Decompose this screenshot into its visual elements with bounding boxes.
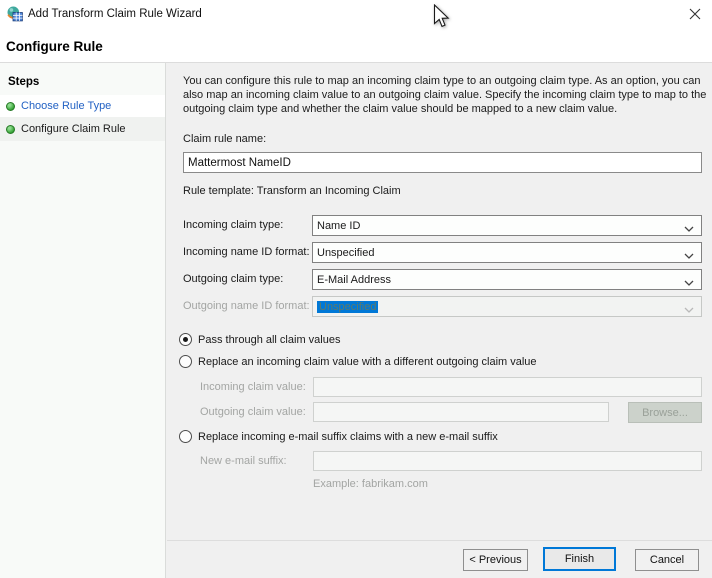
cancel-button[interactable]: Cancel bbox=[635, 549, 699, 571]
combo-value: E-Mail Address bbox=[317, 273, 391, 286]
radio-label[interactable]: Replace incoming e-mail suffix claims with a new e-mail suffix bbox=[198, 430, 498, 443]
radio-pass-through[interactable] bbox=[179, 333, 192, 346]
footer-separator bbox=[167, 540, 712, 541]
outgoing-claim-value-label: Outgoing claim value: bbox=[200, 406, 306, 418]
radio-label[interactable]: Replace an incoming claim value with a different outgoing claim value bbox=[198, 355, 537, 368]
suffix-example-text: Example: fabrikam.com bbox=[313, 478, 428, 490]
step-done-dot-icon bbox=[6, 102, 15, 111]
chevron-down-icon bbox=[684, 304, 694, 316]
chevron-down-icon bbox=[684, 250, 694, 262]
radio-replace-suffix[interactable] bbox=[179, 430, 192, 443]
mouse-arrow-cursor bbox=[433, 4, 451, 30]
outgoing-claim-value-input bbox=[313, 402, 609, 422]
option-pass-through[interactable] bbox=[179, 333, 340, 346]
previous-button[interactable]: < Previous bbox=[463, 549, 528, 571]
step-label: Choose Rule Type bbox=[21, 100, 112, 112]
rule-description: You can configure this rule to map an incoming claim type to an outgoing claim type. As an option, you can also map an incoming claim value to an outgoing claim value. Specify the incoming claim type to map to the outgoing claim type and whether the claim value should be mapped to a new claim value. bbox=[183, 75, 707, 115]
new-email-suffix-input bbox=[313, 451, 702, 471]
combo-value: Unspecified bbox=[317, 246, 375, 259]
browse-button: Browse... bbox=[628, 402, 702, 423]
claim-rule-name-input[interactable] bbox=[183, 152, 702, 173]
new-email-suffix-label: New e-mail suffix: bbox=[200, 455, 287, 467]
step-configure-claim-rule bbox=[0, 117, 165, 141]
incoming-name-id-format-label: Incoming name ID format: bbox=[183, 246, 310, 258]
step-choose-rule-type bbox=[0, 95, 165, 117]
incoming-claim-type-select[interactable] bbox=[312, 215, 702, 236]
option-replace-suffix[interactable] bbox=[179, 430, 498, 443]
combo-value-selected: Unspecified bbox=[319, 300, 377, 313]
close-button[interactable] bbox=[681, 3, 709, 27]
incoming-claim-value-label: Incoming claim value: bbox=[200, 381, 306, 393]
outgoing-claim-type-label: Outgoing claim type: bbox=[183, 273, 284, 285]
finish-button[interactable]: Finish bbox=[543, 547, 616, 571]
step-done-dot-icon bbox=[6, 125, 15, 134]
steps-heading: Steps bbox=[8, 76, 40, 88]
combo-value: Name ID bbox=[317, 219, 361, 232]
titlebar bbox=[0, 0, 712, 30]
incoming-claim-type-label: Incoming claim type: bbox=[183, 219, 284, 231]
step-label: Configure Claim Rule bbox=[21, 123, 126, 135]
adfs-wizard-icon bbox=[7, 6, 23, 22]
steps-panel bbox=[0, 63, 166, 578]
outgoing-name-id-format-label: Outgoing name ID format: bbox=[183, 300, 310, 312]
rule-template-text: Rule template: Transform an Incoming Claim bbox=[183, 185, 401, 197]
radio-label[interactable]: Pass through all claim values bbox=[198, 333, 341, 346]
chevron-down-icon bbox=[684, 223, 694, 235]
chevron-down-icon bbox=[684, 277, 694, 289]
page-title: Configure Rule bbox=[6, 39, 103, 54]
window-title: Add Transform Claim Rule Wizard bbox=[28, 8, 202, 20]
close-icon bbox=[689, 8, 701, 20]
outgoing-claim-type-select[interactable] bbox=[312, 269, 702, 290]
claim-rule-name-label: Claim rule name: bbox=[183, 133, 267, 145]
radio-replace-value[interactable] bbox=[179, 355, 192, 368]
incoming-claim-value-input bbox=[313, 377, 702, 397]
option-replace-value[interactable] bbox=[179, 355, 537, 368]
outgoing-name-id-format-select bbox=[312, 296, 702, 317]
incoming-name-id-format-select[interactable] bbox=[312, 242, 702, 263]
